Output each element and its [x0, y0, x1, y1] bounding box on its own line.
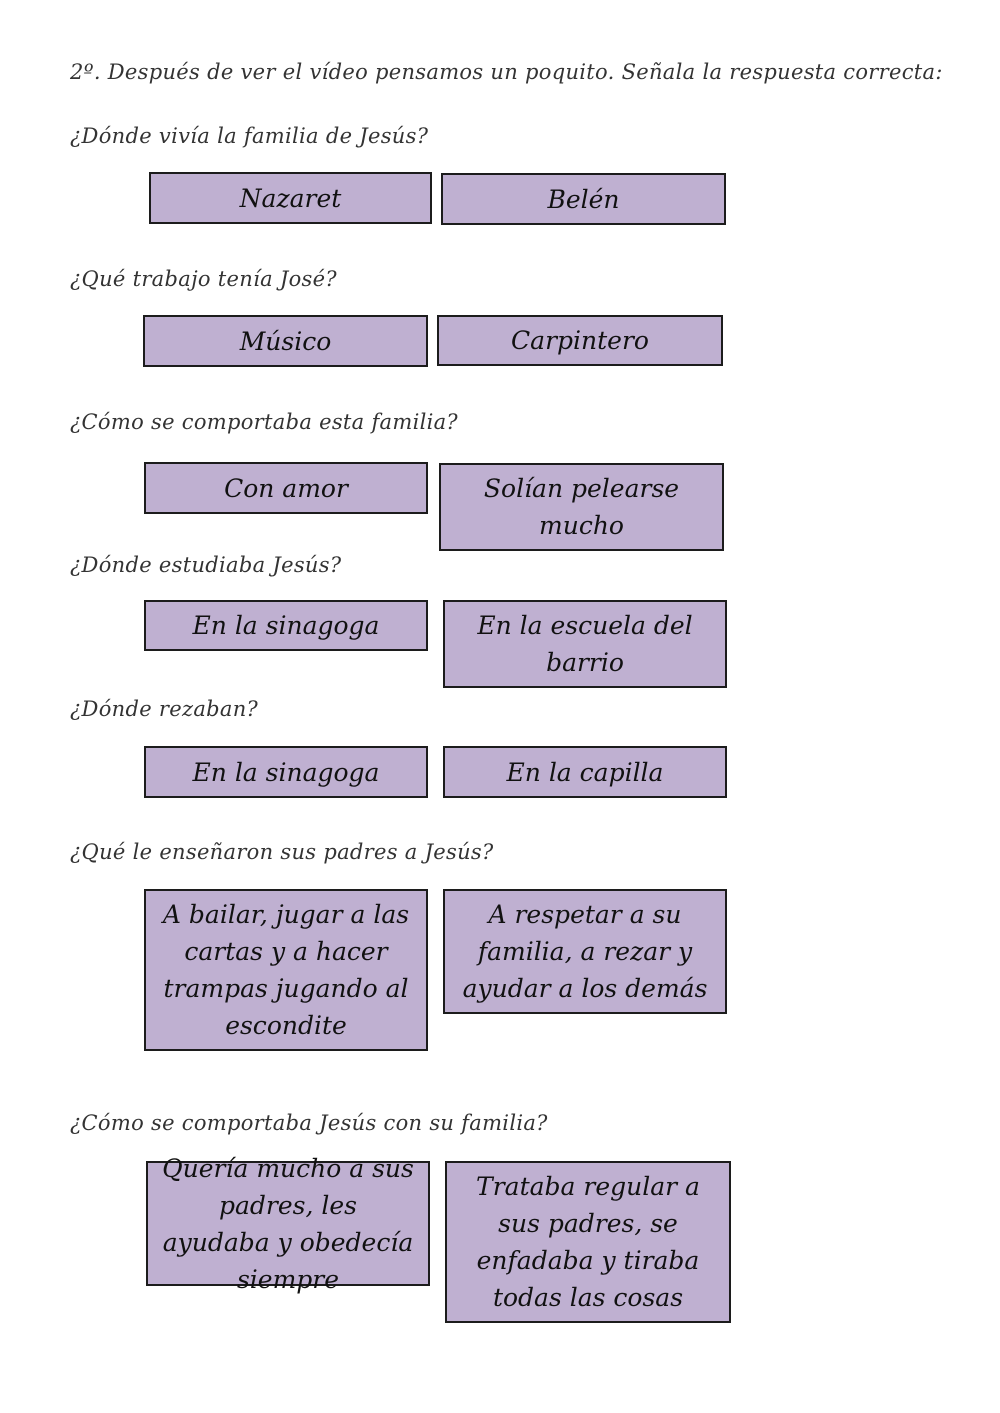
q7-option-queria[interactable]: Quería mucho a sus padres, les ayudaba y obedecía siempre [146, 1161, 430, 1286]
q1-option-nazaret[interactable]: Nazaret [149, 172, 432, 224]
q5-option-sinagoga[interactable]: En la sinagoga [144, 746, 428, 798]
q5-option-capilla[interactable]: En la capilla [443, 746, 727, 798]
q2-option-carpintero[interactable]: Carpintero [437, 315, 723, 366]
q1-option-belen[interactable]: Belén [441, 173, 726, 225]
instruction: 2º. Después de ver el vídeo pensamos un poquito. Señala la respuesta correcta: [70, 60, 943, 84]
q6-option-bailar[interactable]: A bailar, jugar a las cartas y a hacer trampas jugando al escondite [144, 889, 428, 1051]
question-3: ¿Cómo se comportaba esta familia? [70, 410, 458, 434]
question-6: ¿Qué le enseñaron sus padres a Jesús? [70, 840, 494, 864]
q4-option-sinagoga[interactable]: En la sinagoga [144, 600, 428, 651]
question-1: ¿Dónde vivía la familia de Jesús? [70, 124, 429, 148]
question-5: ¿Dónde rezaban? [70, 697, 259, 721]
q4-option-escuela[interactable]: En la escuela del barrio [443, 600, 727, 688]
question-2: ¿Qué trabajo tenía José? [70, 267, 337, 291]
q6-option-respetar[interactable]: A respetar a su familia, a rezar y ayudar a los demás [443, 889, 727, 1014]
question-4: ¿Dónde estudiaba Jesús? [70, 553, 342, 577]
q3-option-con-amor[interactable]: Con amor [144, 462, 428, 514]
q7-option-trataba[interactable]: Trataba regular a sus padres, se enfadaba y tiraba todas las cosas [445, 1161, 731, 1323]
q3-option-pelearse[interactable]: Solían pelearse mucho [439, 463, 724, 551]
q2-option-musico[interactable]: Músico [143, 315, 428, 367]
question-7: ¿Cómo se comportaba Jesús con su familia? [70, 1111, 548, 1135]
